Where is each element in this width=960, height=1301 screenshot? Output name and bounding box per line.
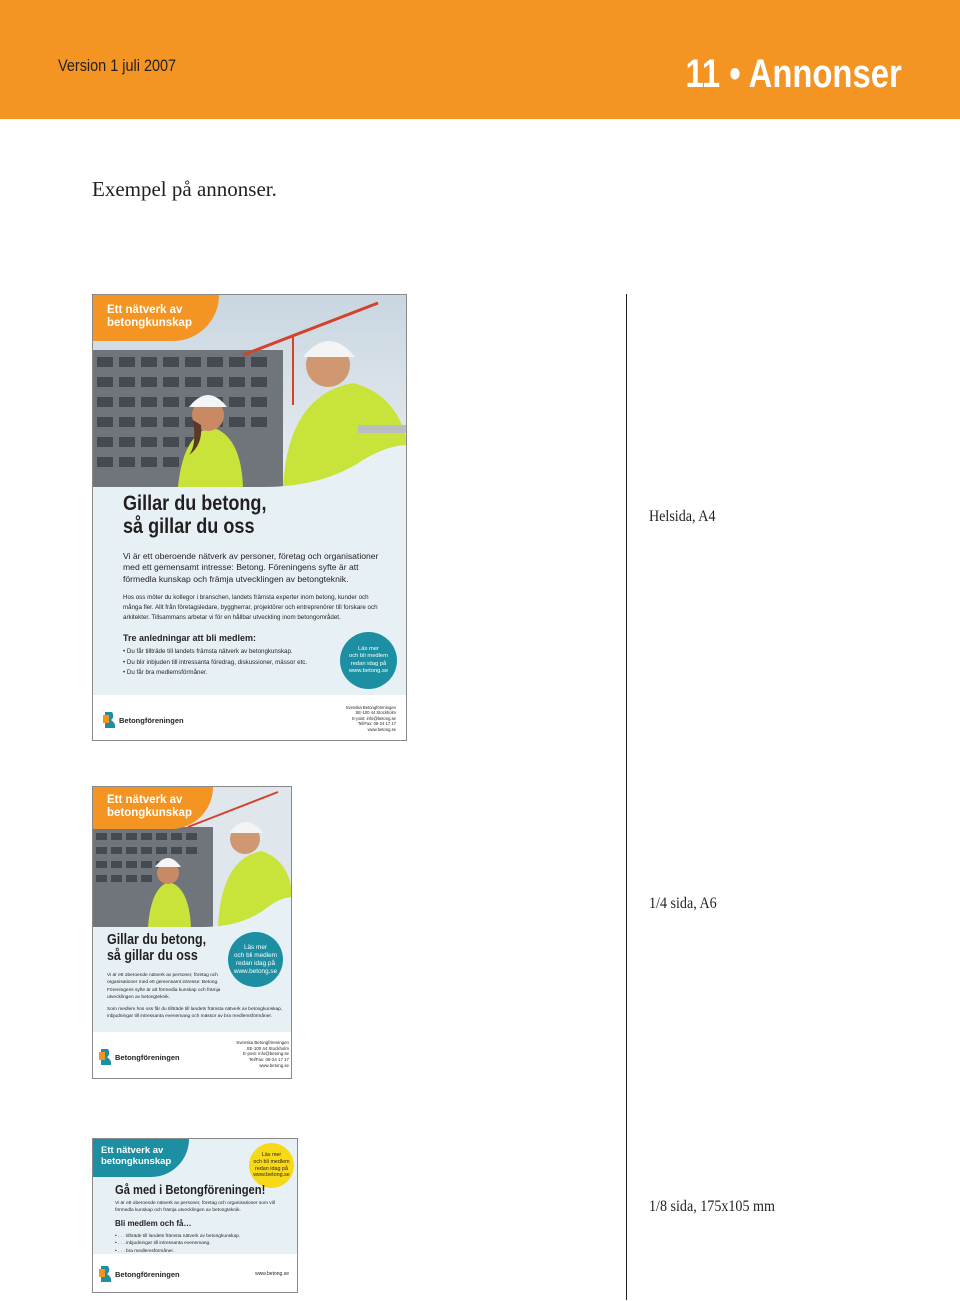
ad-badge (340, 632, 397, 689)
badge-line: och bli medlem (253, 1158, 290, 1165)
badge-line: redan idag på (255, 1165, 288, 1172)
ad-second-paragraph: Som medlem hos oss får du tillträde till landets främsta nätverk av betongkunskap, inbjudningar till intressanta evenemang och mässor av bra medlemsförmåner. (107, 1007, 283, 1020)
contact-line: SE-100 44 Stockholm (355, 710, 396, 716)
ad-intro-paragraph: Vi är ett oberoende nätverk av personer, företag och organisationer med ett gemensamt intresse: Betong. Föreningens syfte är att förmedla kunskap och främja utvecklingen av betongteknik. (123, 551, 379, 584)
size-label-eighth: 1/8 sida, 175x105 mm (649, 1198, 775, 1215)
ad-headline-line1: Gillar du betong, (107, 932, 207, 948)
badge-line: www.betong.se (253, 1172, 290, 1179)
chapter-title: 11 • Annonser (685, 52, 902, 96)
ad-headline-line1: Gillar du betong, (123, 492, 267, 515)
contact-line: Tel/Fax: 08-24 17 17 (248, 1057, 289, 1063)
ad-photo-mask-curve (93, 445, 407, 495)
ad-full-page (92, 294, 407, 741)
betongforeningen-logo (99, 1048, 180, 1066)
contact-line: E-post: info@betong.se (352, 715, 396, 721)
ad-second-paragraph: Hos oss möter du kollegor i branschen, landets främsta experter inom betong, kunder och många fler. Allt från företagsledare, byggherrar, projektörer och entreprenörer till forskare och arkitekter. Tillsammans arbetar vi för en hållbar utveckling inom betongområdet. (123, 594, 378, 622)
ad-url[interactable]: www.betong.se (255, 1271, 289, 1277)
ad-benefits (115, 1218, 285, 1256)
ad-body (107, 972, 227, 1007)
list-item: • Du får tillträde till landets främsta nätverk av betongkunskap. (123, 648, 293, 656)
ad-headline-line2: så gillar du oss (107, 947, 198, 964)
contact-line: www.betong.se (259, 1062, 289, 1068)
badge-line: och bli medlem (234, 951, 277, 959)
list-item: • . . . tillträde till landets främsta nätverk av betongkunskap. (115, 1233, 241, 1239)
intro-text: Exempel på annonser. (92, 177, 277, 201)
logo-text: Betongföreningen (115, 1269, 180, 1279)
logo-icon (99, 1048, 113, 1066)
logo-icon (103, 711, 117, 729)
ad-body (115, 1200, 275, 1220)
badge-line: Läs mer (261, 1152, 282, 1158)
ad-headline (107, 933, 206, 965)
badge-line: Läs mer (243, 943, 268, 951)
ad-eighth-page (92, 1138, 298, 1293)
size-label-quarter: 1/4 sida, A6 (649, 895, 717, 912)
ad-quarter-page (92, 786, 292, 1079)
ad-badge (228, 932, 283, 987)
benefits-list (115, 1233, 285, 1256)
badge-line: redan idag på (235, 959, 276, 967)
logo-text: Betongföreningen (115, 1052, 180, 1062)
contact-line: Tel/Fax: 08-24 17 17 (357, 721, 396, 727)
ad-intro-paragraph: Vi är ett oberoende nätverk av personer, företag och organisationer med ett gemensamt intresse: Betong. Föreningens syfte är att förmedla kunskap och främja utvecklingen av betongteknik. (107, 973, 221, 1001)
ad-body-2 (107, 1006, 287, 1026)
betongforeningen-logo (103, 711, 184, 729)
contact-line: Svenska Betongföreningen (236, 1040, 289, 1045)
badge-line: www.betong.se (348, 667, 389, 674)
contact-line: SE-100 44 Stockholm (246, 1045, 289, 1051)
ad-tag: Ett nätverk av betongkunskap (93, 787, 213, 829)
size-label-full: Helsida, A4 (649, 508, 716, 525)
badge-line: www.betong.se (233, 967, 278, 975)
version-label: Version 1 juli 2007 (58, 56, 177, 75)
badge-line: redan idag på (350, 660, 387, 667)
divider-line (626, 294, 627, 1300)
betongforeningen-logo (99, 1265, 180, 1283)
page-header (0, 0, 960, 119)
list-item: • Du får bra medlemsförmåner. (123, 669, 208, 677)
badge-line: Läs mer (358, 646, 379, 653)
contact-line: E-post: info@betong.se (243, 1051, 289, 1057)
reasons-list (123, 647, 323, 679)
ad-headline: Gå med i Betongföreningen! (115, 1182, 266, 1197)
list-item: • Du blir inbjuden till intressanta föredrag, diskussioner, mässor etc. (123, 658, 308, 666)
ad-intro-paragraph: Vi är ett oberoende nätverk av personer, företag och organisationer som vill förmedla kunskap och främja utvecklingen av betongteknik. (115, 1201, 275, 1214)
contact-line: Svenska Betongföreningen (345, 705, 396, 710)
logo-text: Betongföreningen (119, 715, 184, 725)
ad-footer (93, 695, 406, 740)
ad-tag: Ett nätverk av betongkunskap (93, 295, 219, 341)
ad-tag: Ett nätverk av betongkunskap (93, 1139, 189, 1177)
list-item: • . . . inbjudningar till intressanta evenemang. (115, 1241, 211, 1247)
ad-headline-line2: så gillar du oss (123, 515, 255, 539)
benefits-title: Bli medlem och få… (115, 1219, 192, 1228)
ad-body (123, 551, 383, 628)
contact-line: www.betong.se (367, 726, 396, 732)
ad-contact (346, 705, 396, 732)
reasons-title: Tre anledningar att bli medlem: (123, 633, 257, 643)
ad-contact (236, 1040, 289, 1069)
badge-line: och bli medlem (349, 653, 388, 660)
ad-footer (93, 1254, 297, 1292)
ad-footer (93, 1032, 291, 1078)
ad-headline (123, 492, 266, 538)
ad-reasons (123, 631, 323, 679)
list-item: • . . . bra medlemsförmåner. (115, 1249, 174, 1255)
logo-icon (99, 1265, 113, 1283)
